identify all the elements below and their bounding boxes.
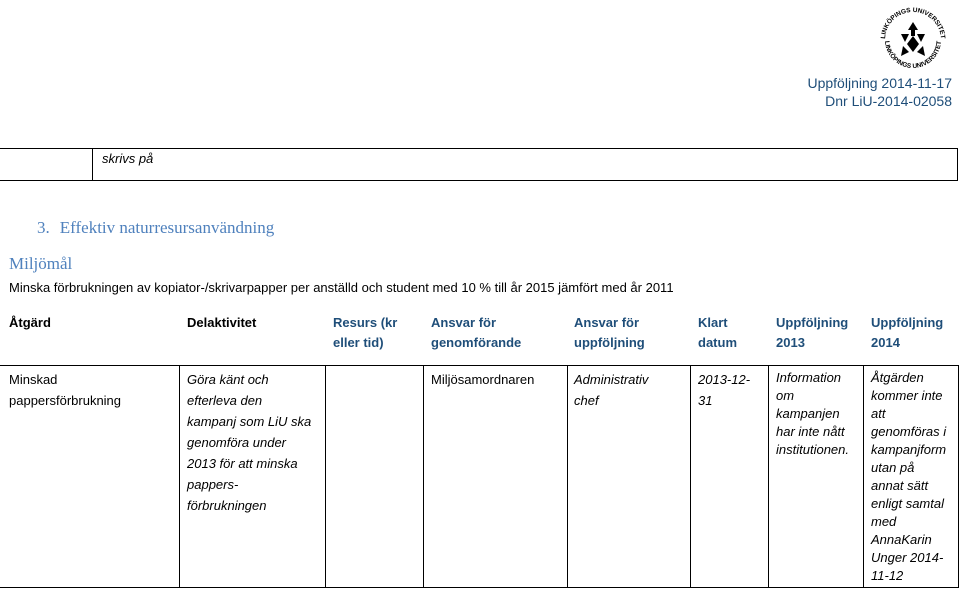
cell-ansvar-genomforande: Miljösamordnaren <box>431 372 535 387</box>
logo-text-bottom: LINKÖPINGS UNIVERSITET <box>882 40 944 71</box>
header-ansvar-uppfoljning: Ansvar för uppföljning <box>574 315 645 350</box>
liu-logo <box>873 0 953 74</box>
section-heading <box>37 218 274 238</box>
previous-table-row <box>0 148 958 181</box>
cell-uppfoljning-2013: Information om kampanjen har inte nått institutionen. <box>776 370 849 457</box>
logo-text-top: LINKÖPINGS UNIVERSITET <box>879 6 947 40</box>
header-klart-datum: Klart datum <box>698 315 737 350</box>
document-reference <box>807 74 952 110</box>
header-uppfoljning-2014: Uppföljning 2014 <box>871 315 944 350</box>
table-header-border <box>0 365 958 366</box>
section-title: Effektiv naturresursanvändning <box>59 218 275 237</box>
header-ansvar-genomforande: Ansvar för genomförande <box>431 315 522 350</box>
header-delaktivitet: Delaktivitet <box>187 315 257 330</box>
cell-atgard: Minskad pappersförbrukning <box>9 372 122 408</box>
diary-number: Dnr LiU-2014-02058 <box>825 93 952 109</box>
goal-text: Minska förbrukningen av kopiator-/skrivarpapper per anställd och student med 10 % till år 2015 jämfört med år 2011 <box>9 280 674 295</box>
cell-ansvar-uppfoljning: Administrativ chef <box>574 372 649 408</box>
logo-mark-icon <box>901 22 925 56</box>
cell-klart-datum: 2013-12- 31 <box>698 372 751 408</box>
previous-row-text: skrivs på <box>102 151 154 166</box>
goal-heading: Miljömål <box>9 254 73 273</box>
followup-date: Uppföljning 2014-11-17 <box>807 75 952 91</box>
header-atgard: Åtgärd <box>9 315 51 330</box>
header-resurs: Resurs (kr eller tid) <box>333 315 398 350</box>
table-bottom-border <box>0 587 958 588</box>
cell-uppfoljning-2014: Åtgärden kommer inte att genomföras i kampanjform utan på annat sätt enligt samtal med AnnaKarin Unger 2014- 11-12 <box>871 370 947 583</box>
header-uppfoljning-2013: Uppföljning 2013 <box>776 315 849 350</box>
section-number: 3. <box>37 218 50 237</box>
cell-delaktivitet: Göra känt och efterleva den kampanj som LiU ska genomföra under 2013 för att minska pappers- förbrukningen <box>187 372 312 513</box>
